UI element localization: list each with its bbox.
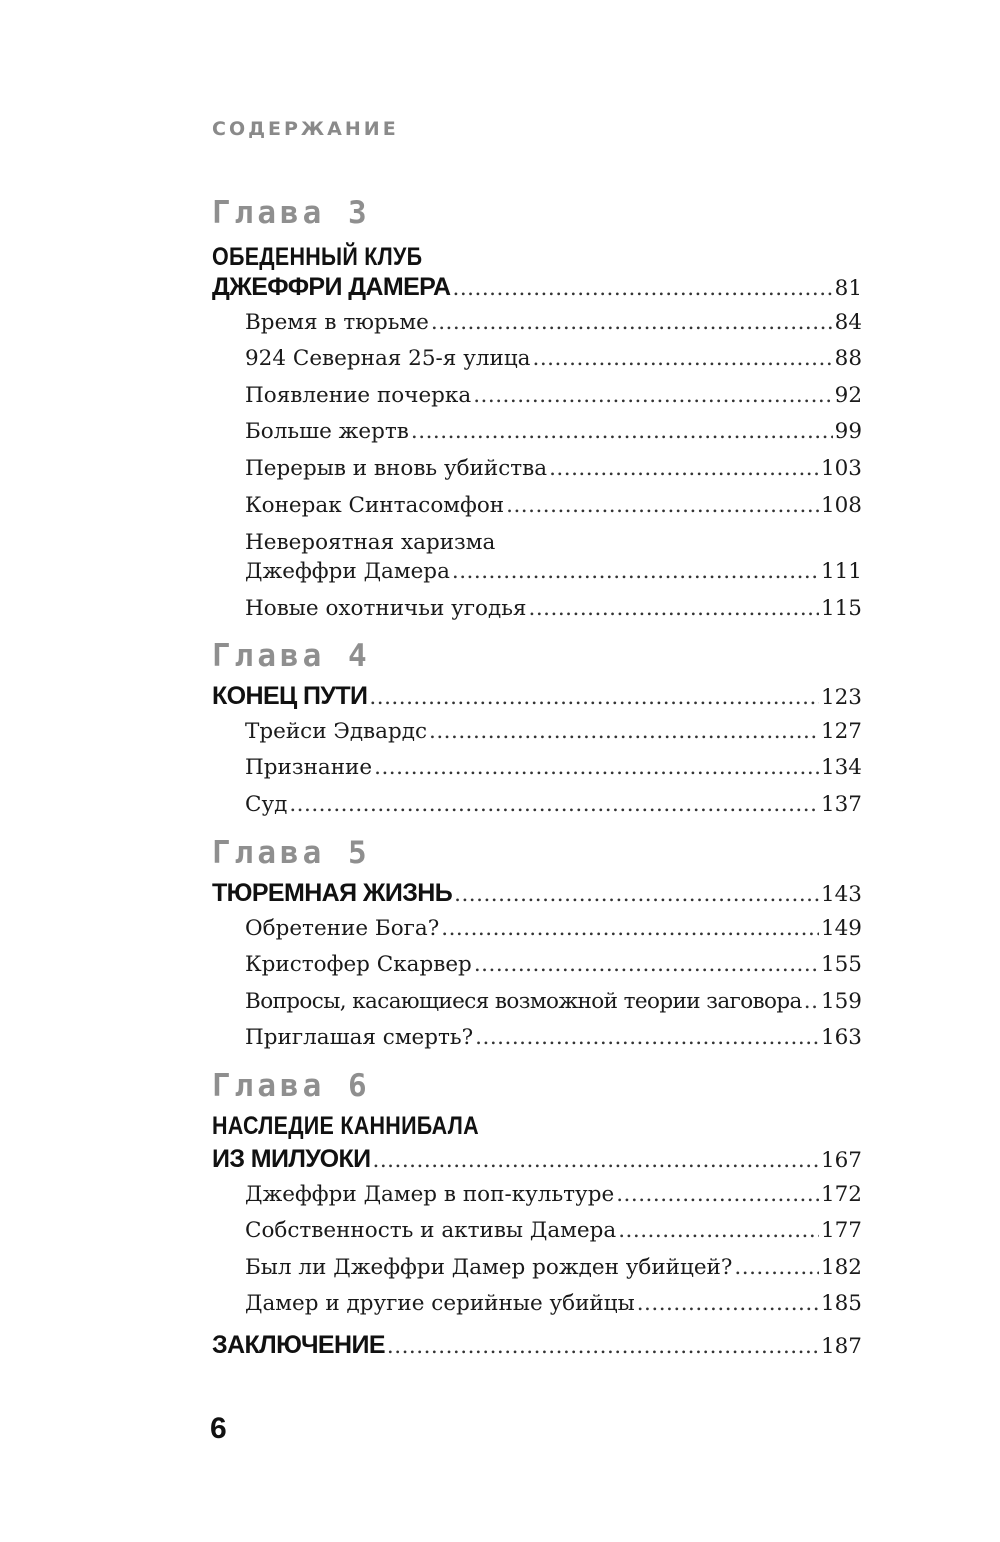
toc-row[interactable] bbox=[245, 792, 862, 826]
toc-row[interactable] bbox=[245, 952, 862, 986]
toc-row-title: Перерыв и вновь убийства bbox=[245, 456, 548, 481]
toc-row-title: Обретение Бога? bbox=[245, 916, 440, 941]
leader-dots bbox=[289, 792, 819, 817]
running-head: СОДЕРЖАНИЕ bbox=[212, 118, 399, 140]
toc-row-title: Кристофер Скарвер bbox=[245, 952, 472, 977]
toc-row[interactable] bbox=[245, 916, 862, 950]
toc-row-title: Признание bbox=[245, 755, 373, 780]
toc-row[interactable] bbox=[245, 719, 862, 753]
leader-dots bbox=[474, 952, 819, 977]
toc-chapter-5-title: ТЮРЕМНАЯ ЖИЗНЬ bbox=[212, 879, 453, 907]
toc-chapter-4-page: 123 bbox=[820, 685, 862, 710]
toc-row[interactable] bbox=[245, 596, 862, 630]
chapter-4-label: Глава 4 bbox=[212, 638, 371, 674]
toc-row-page: 84 bbox=[834, 310, 862, 335]
toc-row[interactable] bbox=[245, 346, 862, 380]
toc-chapter-4[interactable] bbox=[212, 682, 862, 716]
toc-row-title: Больше жертв bbox=[245, 419, 409, 444]
leader-dots bbox=[387, 1334, 819, 1359]
toc-row[interactable] bbox=[245, 989, 862, 1023]
toc-row[interactable] bbox=[245, 383, 862, 417]
leader-dots bbox=[549, 456, 819, 481]
toc-row-page: 111 bbox=[820, 559, 862, 584]
toc-row[interactable] bbox=[245, 493, 862, 527]
toc-row-title: Трейси Эдвардс bbox=[245, 719, 428, 744]
toc-row[interactable] bbox=[245, 1182, 862, 1216]
toc-row-page: 155 bbox=[820, 952, 862, 977]
toc-row[interactable] bbox=[245, 1255, 862, 1289]
toc-row-page: 103 bbox=[820, 456, 862, 481]
toc-chapter-3-page: 81 bbox=[834, 276, 862, 301]
toc-conclusion-page: 187 bbox=[820, 1334, 862, 1359]
leader-dots bbox=[429, 719, 819, 744]
toc-row-title: Собственность и активы Дамера bbox=[245, 1218, 617, 1243]
page-number: 6 bbox=[210, 1412, 227, 1445]
leader-dots bbox=[618, 1218, 819, 1243]
toc-row[interactable] bbox=[245, 419, 862, 453]
toc-row-title: Время в тюрьме bbox=[245, 310, 429, 335]
toc-chapter-4-title: КОНЕЦ ПУТИ bbox=[212, 682, 368, 710]
toc-row-title: Новые охотничьи угодья bbox=[245, 596, 527, 621]
toc-row-title: Приглашая смерть? bbox=[245, 1025, 474, 1050]
toc-row[interactable] bbox=[245, 1291, 862, 1325]
toc-row-page: 182 bbox=[820, 1255, 862, 1280]
toc-row[interactable] bbox=[245, 310, 862, 344]
leader-dots bbox=[804, 989, 819, 1014]
toc-chapter-6[interactable] bbox=[212, 1145, 862, 1179]
leader-dots bbox=[616, 1182, 819, 1207]
leader-dots bbox=[637, 1291, 819, 1316]
leader-dots bbox=[454, 882, 819, 907]
toc-row-page: 172 bbox=[820, 1182, 862, 1207]
leader-dots bbox=[473, 383, 832, 408]
leader-dots bbox=[452, 559, 819, 584]
toc-row-page: 127 bbox=[820, 719, 862, 744]
chapter-6-label: Глава 6 bbox=[212, 1068, 371, 1104]
toc-row[interactable] bbox=[245, 456, 862, 490]
leader-dots bbox=[532, 346, 832, 371]
toc-chapter-5-page: 143 bbox=[820, 882, 862, 907]
toc-row-page: 185 bbox=[820, 1291, 862, 1316]
toc-row-title: Дамер и другие серийные убийцы bbox=[245, 1291, 635, 1316]
toc-conclusion-title: ЗАКЛЮЧЕНИЕ bbox=[212, 1331, 385, 1359]
leader-dots bbox=[734, 1255, 819, 1280]
toc-row[interactable] bbox=[245, 755, 862, 789]
leader-dots bbox=[369, 685, 819, 710]
toc-row-title: Был ли Джеффри Дамер рожден убийцей? bbox=[245, 1255, 733, 1280]
toc-row-title: 924 Северная 25-я улица bbox=[245, 346, 531, 371]
toc-row-page: 134 bbox=[820, 755, 862, 780]
toc-row-page: 115 bbox=[820, 596, 862, 621]
leader-dots bbox=[411, 419, 833, 444]
toc-row-page: 108 bbox=[820, 493, 862, 518]
toc-row[interactable] bbox=[245, 1218, 862, 1252]
toc-row-title: Джеффри Дамера bbox=[245, 559, 450, 584]
toc-row[interactable] bbox=[245, 1025, 862, 1059]
toc-row-title-line1: Невероятная харизма bbox=[245, 530, 496, 555]
chapter-3-label: Глава 3 bbox=[212, 195, 371, 231]
toc-chapter-6-page: 167 bbox=[820, 1148, 862, 1173]
leader-dots bbox=[431, 310, 833, 335]
toc-conclusion[interactable] bbox=[212, 1331, 862, 1365]
toc-row-page: 163 bbox=[820, 1025, 862, 1050]
toc-chapter-3[interactable] bbox=[212, 273, 862, 307]
toc-row-page: 177 bbox=[820, 1218, 862, 1243]
toc-chapter-3-title: ДЖЕФФРИ ДАМЕРА bbox=[212, 273, 451, 301]
leader-dots bbox=[373, 1148, 819, 1173]
chapter-3-title-line1: ОБЕДЕННЫЙ КЛУБ bbox=[212, 243, 423, 271]
chapter-6-title-line1: НАСЛЕДИЕ КАННИБАЛА bbox=[212, 1112, 479, 1140]
toc-row-page: 159 bbox=[820, 989, 862, 1014]
toc-row-title: Джеффри Дамер в поп-культуре bbox=[245, 1182, 615, 1207]
toc-row-page: 149 bbox=[820, 916, 862, 941]
leader-dots bbox=[374, 755, 819, 780]
toc-row-title: Появление почерка bbox=[245, 383, 472, 408]
toc-chapter-5[interactable] bbox=[212, 879, 862, 913]
leader-dots bbox=[453, 276, 833, 301]
leader-dots bbox=[506, 493, 819, 518]
toc-row-page: 88 bbox=[834, 346, 862, 371]
chapter-5-label: Глава 5 bbox=[212, 835, 371, 871]
toc-row-title: Суд bbox=[245, 792, 288, 817]
leader-dots bbox=[475, 1025, 819, 1050]
toc-row-page: 137 bbox=[820, 792, 862, 817]
toc-row[interactable] bbox=[245, 559, 862, 593]
leader-dots bbox=[528, 596, 818, 621]
toc-row-title: Конерак Синтасомфон bbox=[245, 493, 505, 518]
toc-chapter-6-title: ИЗ МИЛУОКИ bbox=[212, 1145, 371, 1173]
leader-dots bbox=[441, 916, 819, 941]
toc-row-page: 92 bbox=[834, 383, 862, 408]
toc-row-page: 99 bbox=[834, 419, 862, 444]
toc-row-title: Вопросы, касающиеся возможной теории заговора bbox=[245, 989, 802, 1014]
